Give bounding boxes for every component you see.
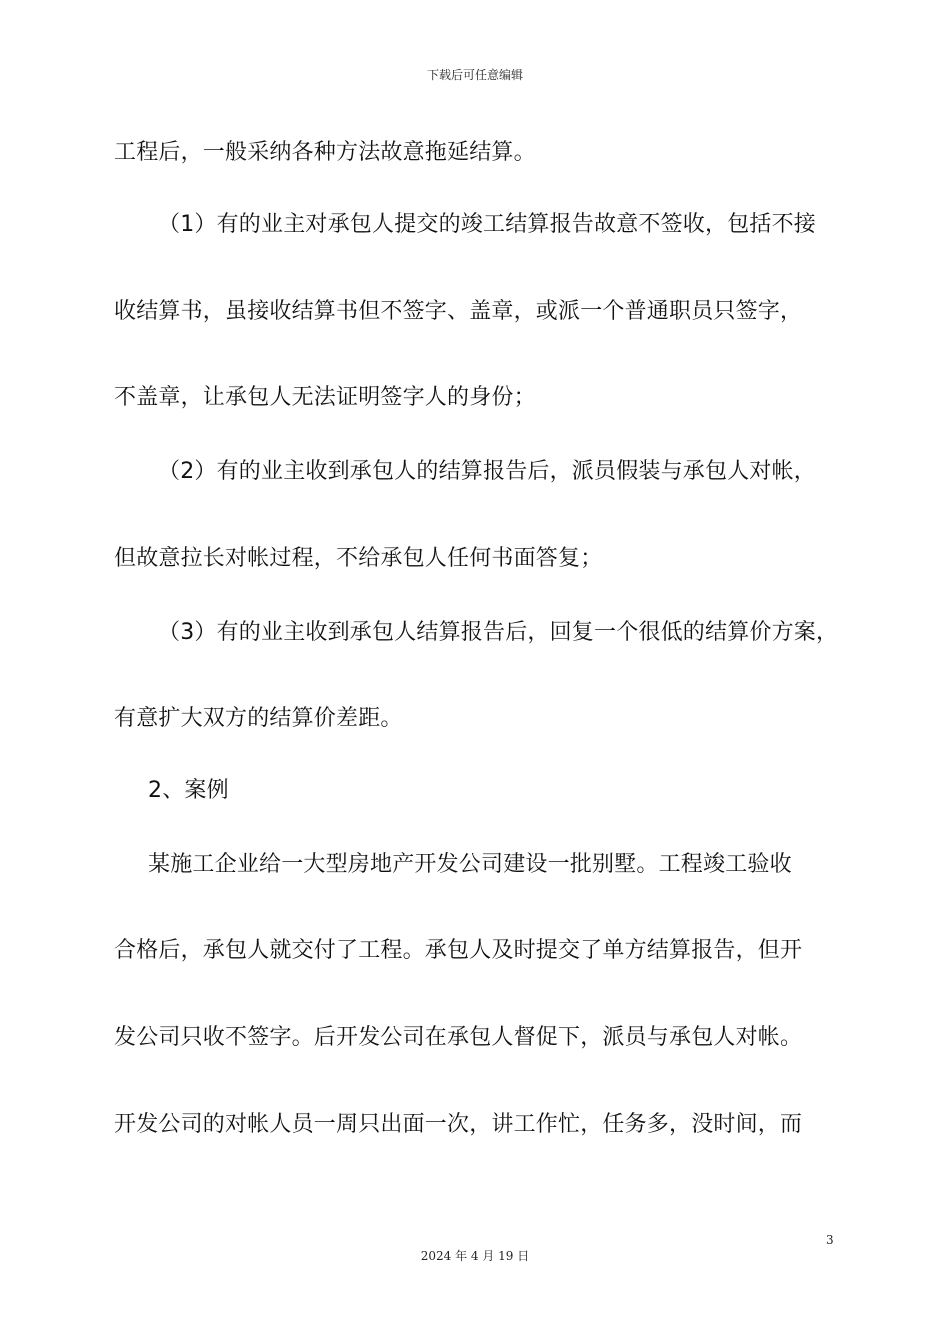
paragraph-line: 工程后，一般采纳各种方法故意拖延结算。: [114, 140, 536, 165]
section-heading: 2、案例: [148, 778, 229, 803]
paragraph-line: 但故意拉长对帐过程，不给承包人任何书面答复；: [114, 546, 603, 571]
paragraph-line: 收结算书，虽接收结算书但不签字、盖章，或派一个普通职员只签字，: [114, 299, 803, 324]
page-header: 下载后可任意编辑: [426, 68, 523, 82]
paragraph-line: 发公司只收不签字。后开发公司在承包人督促下，派员与承包人对帐。: [114, 1025, 803, 1050]
paragraph-line: （3）有的业主收到承包人结算报告后，回复一个很低的结算价方案，: [158, 620, 839, 645]
paragraph-line: 某施工企业给一大型房地产开发公司建设一批别墅。工程竣工验收: [148, 852, 792, 877]
paragraph-line: 开发公司的对帐人员一周只出面一次，讲工作忙，任务多，没时间，而: [114, 1112, 803, 1137]
paragraph-line: （2）有的业主收到承包人的结算报告后，派员假装与承包人对帐，: [158, 459, 816, 484]
paragraph-line: 不盖章，让承包人无法证明签字人的身份；: [114, 385, 536, 410]
paragraph-line: （1）有的业主对承包人提交的竣工结算报告故意不签收，包括不接: [158, 212, 816, 237]
paragraph-line: 有意扩大双方的结算价差距。: [114, 706, 403, 731]
paragraph-line: 合格后，承包人就交付了工程。承包人及时提交了单方结算报告，但开: [114, 938, 803, 963]
page-number: 3: [826, 1233, 834, 1247]
footer-date: 2024 年 4 月 19 日: [420, 1249, 530, 1263]
